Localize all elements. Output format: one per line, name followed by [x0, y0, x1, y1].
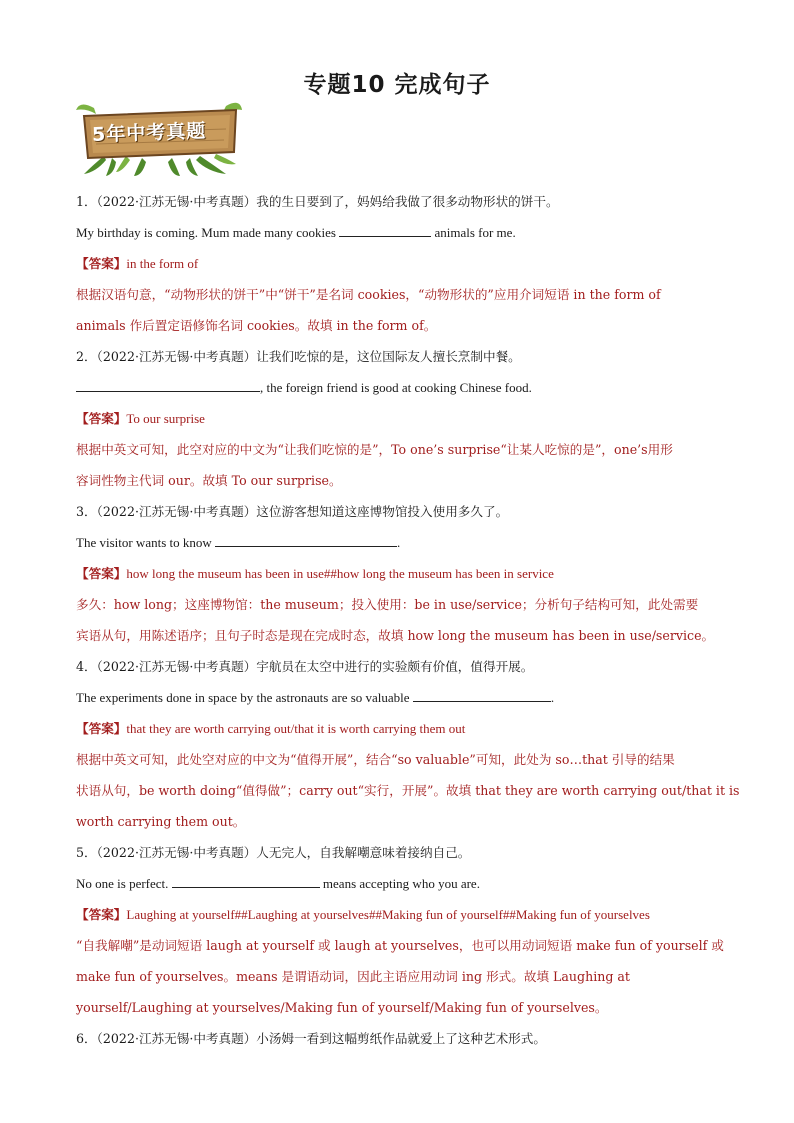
question-1-prompt: 1．（2022·江苏无锡·中考真题）我的生日要到了，妈妈给我做了很多动物形状的饼干。 [76, 194, 559, 209]
question-2-explanation-line: 容词性物主代词 our。故填 To our surprise。 [76, 473, 342, 488]
question-5-explanation-line: “自我解嘲”是动词短语 laugh at yourself 或 laugh at yourselves，也可以用动词短语 make fun of yourself 或 [76, 938, 724, 953]
sentence-text: means accepting who you are. [319, 876, 480, 891]
question-1-sentence [76, 217, 716, 248]
question-6-prompt: 6．（2022·江苏无锡·中考真题）小汤姆一看到这幅剪纸作品就爱上了这种艺术形式。 [76, 1031, 546, 1046]
question-4-explanation-line: 根据中英文可知，此处空对应的中文为“值得开展”，结合“so valuable”可知，此处为 so…that 引导的结果 [76, 752, 675, 767]
question-5-prompt: 5．（2022·江苏无锡·中考真题）人无完人，自我解嘲意味着接纳自己。 [76, 845, 471, 860]
question-1-explanation-line: 根据汉语句意，“动物形状的饼干”中“饼干”是名词 cookies，“动物形状的”应用介词短语 in the form of [76, 287, 661, 302]
sentence-text: . [397, 535, 401, 550]
sentence-text: animals for me. [431, 225, 516, 240]
answer-tag: 【答案】 [76, 256, 127, 271]
badge-label: 5年中考真题 [91, 120, 207, 146]
question-4-explanation-line: worth carrying them out。 [76, 814, 246, 829]
question-5-explanation-line: yourself/Laughing at yourselves/Making fun of yourself/Making fun of yourselves。 [76, 1000, 608, 1015]
sentence-text: My birthday is coming. Mum made many cookies [76, 225, 340, 240]
answer-text: that they are worth carrying out/that it is worth carrying them out [126, 721, 466, 736]
sentence-text: . [550, 690, 555, 705]
sentence-text: The visitor wants to know [76, 535, 216, 550]
answer-text: in the form of [126, 256, 199, 271]
sentence-text: No one is perfect. [76, 876, 172, 891]
question-2-explanation-line: 根据中英文可知，此空对应的中文为“让我们吃惊的是”，To one’s surprise“让某人吃惊的是”，one’s用形 [76, 442, 673, 457]
sentence-text: , the foreign friend is good at cooking Chinese food. [260, 380, 532, 395]
question-2-answer [76, 403, 716, 434]
answer-text: To our surprise [126, 411, 205, 426]
answer-tag: 【答案】 [76, 411, 127, 426]
answer-blank [413, 689, 551, 702]
page-title: 专题10 完成句子 [303, 72, 491, 98]
answer-blank [172, 875, 320, 888]
question-4-prompt: 4．（2022·江苏无锡·中考真题）宇航员在太空中进行的实验颇有价值，值得开展。 [76, 659, 534, 674]
answer-blank [215, 534, 397, 547]
question-3-sentence [76, 527, 716, 558]
answer-blank [339, 224, 431, 237]
answer-text: how long the museum has been in use##how long the museum has been in service [126, 566, 554, 581]
answer-tag: 【答案】 [76, 907, 127, 922]
answer-tag: 【答案】 [76, 721, 127, 736]
question-3-prompt: 3．（2022·江苏无锡·中考真题）这位游客想知道这座博物馆投入使用多久了。 [76, 504, 509, 519]
question-list [76, 186, 740, 1054]
question-5-explanation-line: make fun of yourselves。means 是谓语动词，因此主语应用动词 ing 形式。故填 Laughing at [76, 969, 630, 984]
sentence-text: The experiments done in space by the astronauts are so valuable [76, 690, 413, 705]
answer-blank [76, 379, 260, 392]
question-5-answer [76, 899, 716, 930]
question-2-prompt: 2．（2022·江苏无锡·中考真题）让我们吃惊的是，这位国际友人擅长烹制中餐。 [76, 349, 521, 364]
question-2-sentence [76, 372, 716, 403]
answer-tag: 【答案】 [76, 566, 127, 581]
question-1-answer [76, 248, 716, 279]
question-5-sentence [76, 868, 716, 899]
question-4-explanation-line: 状语从句，be worth doing“值得做”；carry out“实行，开展”。故填 that they are worth carrying out/that it is [76, 783, 740, 798]
question-3-explanation-line: 宾语从句，用陈述语序；且句子时态是现在完成时态，故填 how long the museum has been in use/service。 [76, 628, 715, 643]
question-1-explanation-line: animals 作后置定语修饰名词 cookies。故填 in the form of。 [76, 318, 437, 333]
question-3-explanation-line: 多久：how long；这座博物馆：the museum；投入使用：be in use/service；分析句子结构可知，此处需要 [76, 597, 699, 612]
answer-text: Laughing at yourself##Laughing at yourselves##Making fun of yourself##Making fun of yourselves [126, 907, 650, 922]
question-3-answer [76, 558, 716, 589]
question-4-sentence [76, 682, 716, 713]
question-4-answer [76, 713, 716, 744]
